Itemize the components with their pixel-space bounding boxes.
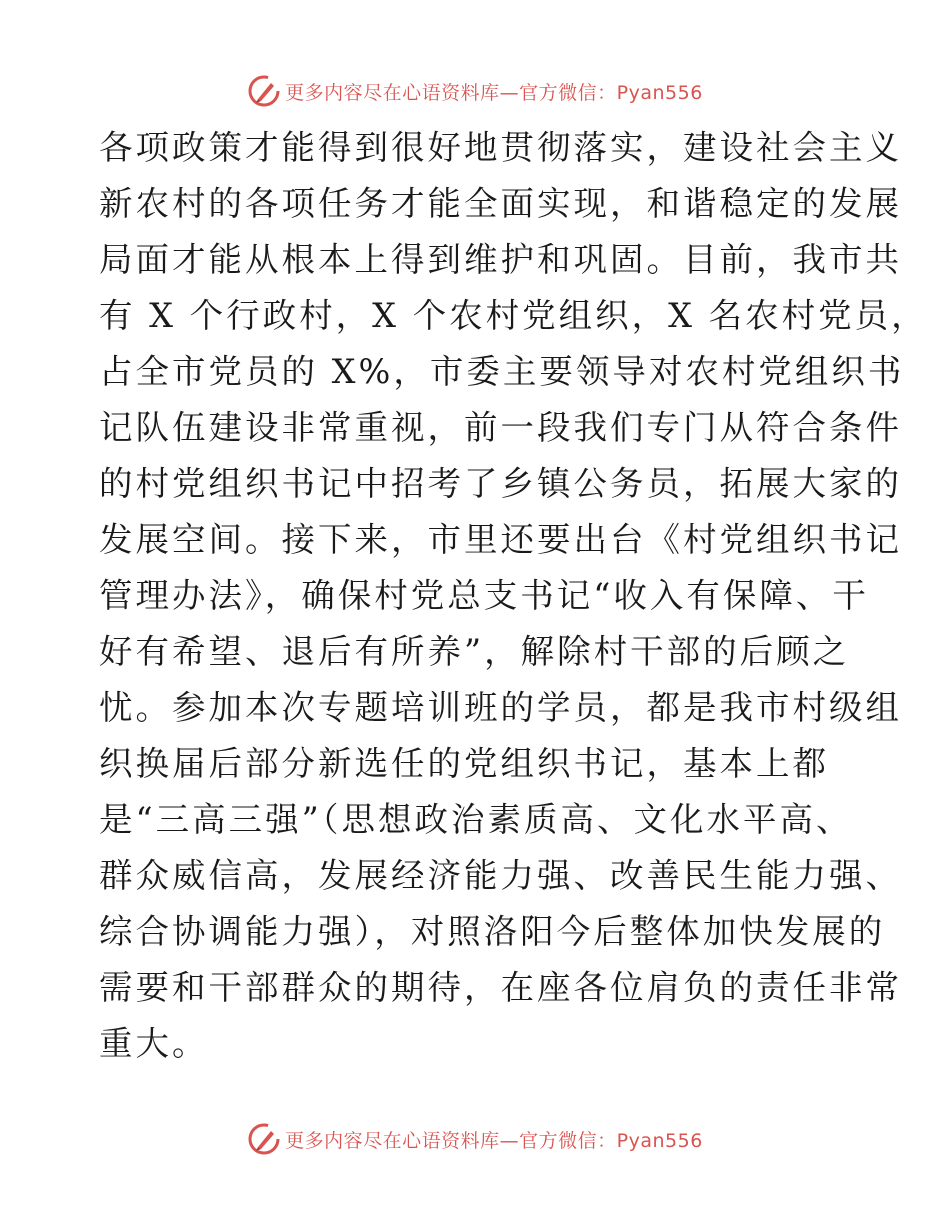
paragraph-line: 发展空间。接下来，市里还要出台《村党组织书记 bbox=[99, 520, 902, 559]
paragraph-line: 综合协调能力强），对照洛阳今后整体加快发展的 bbox=[99, 912, 886, 951]
paragraph-line: 需要和干部群众的期待，在座各位肩负的责任非常 bbox=[99, 968, 902, 1007]
pen-logo-icon bbox=[247, 1122, 281, 1156]
paragraph-line: 局面才能从根本上得到维护和巩固。目前，我市共 bbox=[99, 240, 902, 279]
header-banner-text: 更多内容尽在心语资料库—官方微信：Pyan556 bbox=[285, 81, 703, 104]
paragraph-line: 群众威信高，发展经济能力强、改善民生能力强、 bbox=[99, 856, 902, 895]
paragraph-line: 管理办法》，确保村党总支书记“收入有保障、干 bbox=[99, 576, 869, 615]
paragraph-line: 有 X 个行政村，X 个农村党组织，X 名农村党员， bbox=[99, 296, 928, 335]
paragraph-line: 记队伍建设非常重视，前一段我们专门从符合条件 bbox=[99, 408, 902, 447]
paragraph-line: 的村党组织书记中招考了乡镇公务员，拓展大家的 bbox=[99, 464, 902, 503]
paragraph-line: 重大。 bbox=[99, 1024, 209, 1063]
pen-logo-icon bbox=[247, 74, 281, 108]
paragraph-line: 是“三高三强”（思想政治素质高、文化水平高、 bbox=[99, 800, 853, 839]
paragraph-line: 各项政策才能得到很好地贯彻落实，建设社会主义 bbox=[99, 128, 902, 167]
header-banner bbox=[0, 71, 950, 111]
document-paragraph bbox=[99, 120, 928, 1072]
paragraph-line: 新农村的各项任务才能全面实现，和谐稳定的发展 bbox=[99, 184, 902, 223]
paragraph-line: 织换届后部分新选任的党组织书记，基本上都 bbox=[99, 744, 829, 783]
paragraph-line: 忧。参加本次专题培训班的学员，都是我市村级组 bbox=[99, 688, 902, 727]
footer-banner bbox=[0, 1119, 950, 1159]
paragraph-line: 占全市党员的 X%，市委主要领导对农村党组织书 bbox=[99, 352, 905, 391]
paragraph-line: 好有希望、退后有所养”，解除村干部的后顾之 bbox=[99, 632, 850, 671]
footer-banner-text: 更多内容尽在心语资料库—官方微信：Pyan556 bbox=[285, 1129, 703, 1152]
